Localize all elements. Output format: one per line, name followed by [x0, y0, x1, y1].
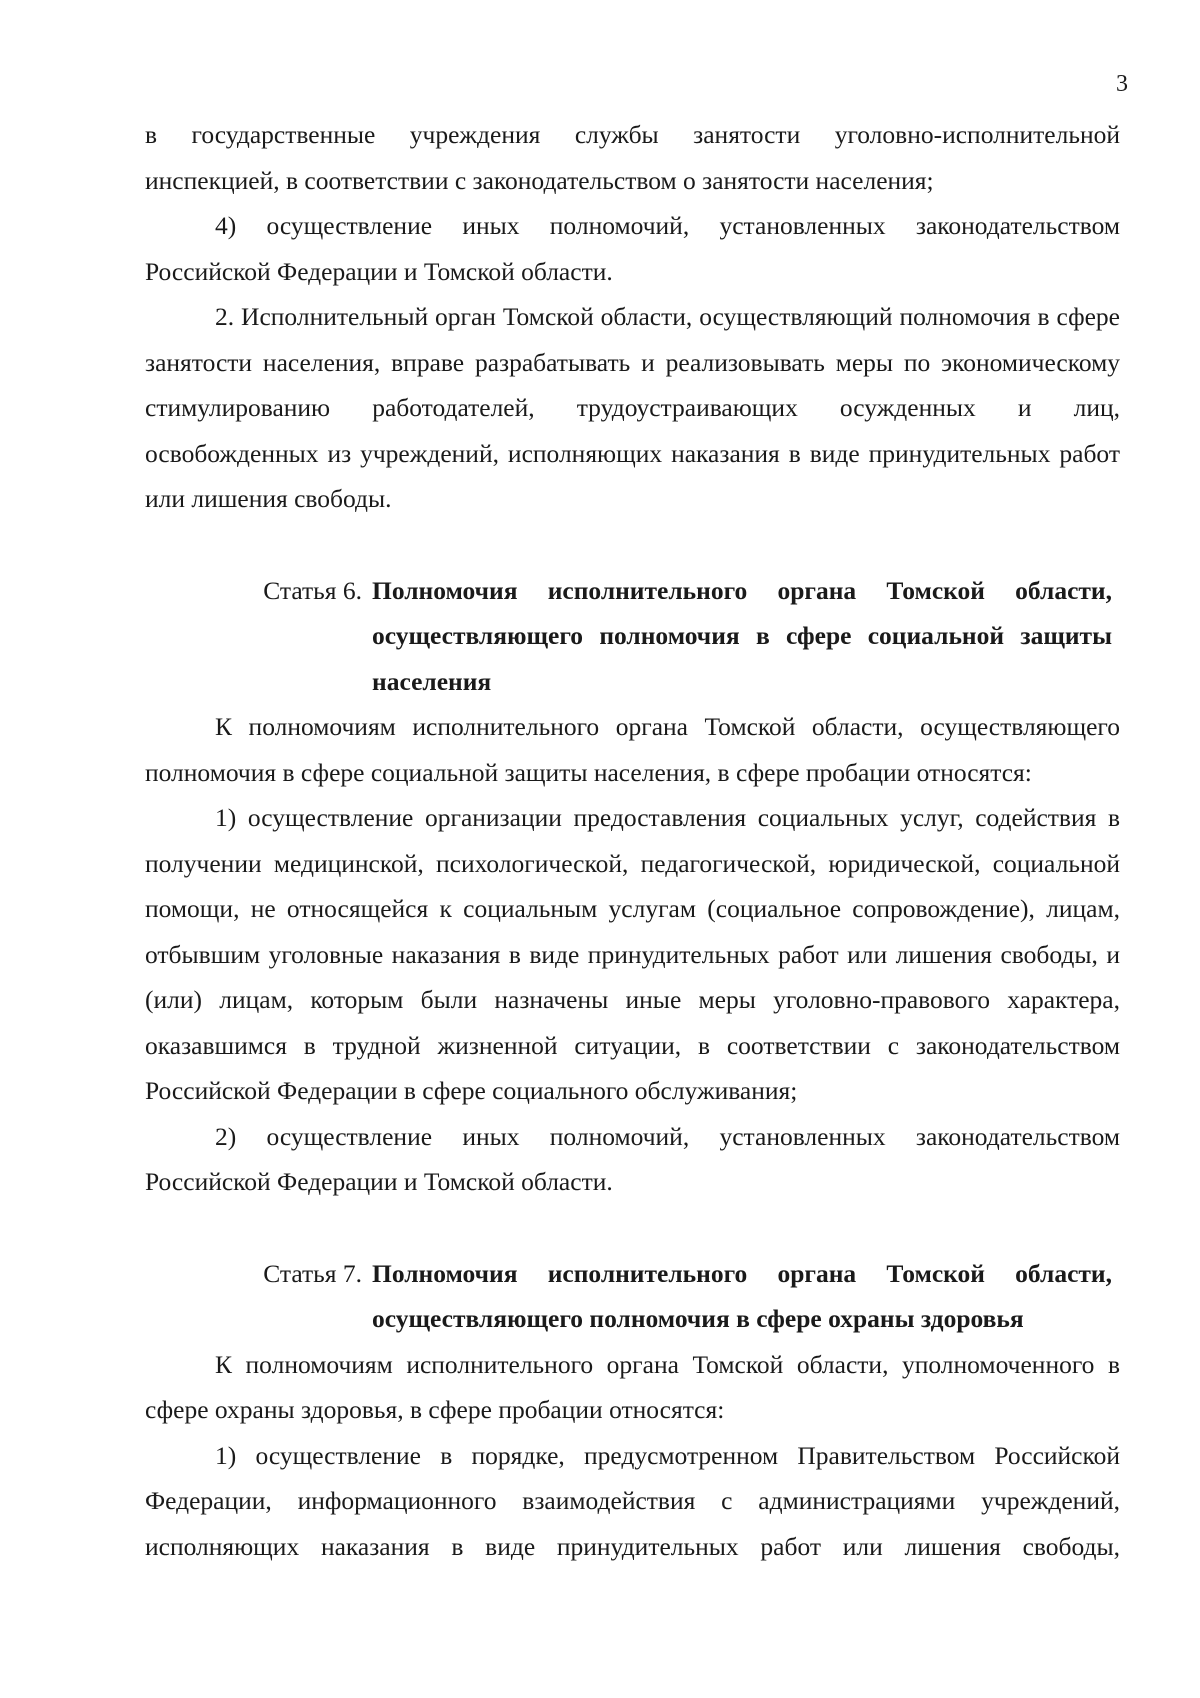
article-7-intro: К полномочиям исполнительного органа Томской области, уполномоченного в сфере охраны здоровья, в сфере пробации относятся:: [145, 1349, 1120, 1424]
article-7-item-1: 1) осуществление в порядке, предусмотренном Правительством Российской Федерации, информационного взаимодействия с администрациями учреждений, исполняющих наказания в виде принудительных работ или лишения свободы,: [145, 1440, 1120, 1561]
paragraph-item-4: 4) осуществление иных полномочий, установленных законодательством Российской Федерации и Томской области.: [145, 211, 1120, 286]
article-7-label: Статья 7.: [263, 1258, 362, 1288]
paragraph-continuation: в государственные учреждения службы занятости уголовно-исполнительной инспекцией, в соответствии с законодательством о занятости населения;: [145, 120, 1120, 195]
article-6-label: Статья 6.: [263, 575, 362, 605]
article-6-intro: К полномочиям исполнительного органа Томской области, осуществляющего полномочия в сфере социальной защиты населения, в сфере пробации относятся:: [145, 712, 1120, 787]
article-7-heading: [145, 1251, 1120, 1342]
page-number: 3: [1116, 71, 1128, 97]
article-6-item-2: 2) осуществление иных полномочий, установленных законодательством Российской Федерации и Томской области.: [145, 1121, 1120, 1196]
article-6-item-1: 1) осуществление организации предоставления социальных услуг, содействия в получении медицинской, психологической, педагогической, юридической, социальной помощи, не относящейся к социальным услугам (социальное сопровождение), лицам, отбывшим уголовные наказания в виде принудительных работ или лишения свободы, и (или) лицам, которым были назначены иные меры уголовно-правового характера, оказавшимся в трудной жизненной ситуации, в соответствии с законодательством Российской Федерации в сфере социального обслуживания;: [145, 803, 1120, 1105]
document-body: [145, 112, 1120, 1569]
article-6-title: Полномочия исполнительного органа Томской области, осуществляющего полномочия в сфере социальной защиты населения: [372, 575, 1112, 696]
article-7-title: Полномочия исполнительного органа Томской области, осуществляющего полномочия в сфере охраны здоровья: [372, 1258, 1112, 1333]
paragraph-clause-2: 2. Исполнительный орган Томской области, осуществляющий полномочия в сфере занятости населения, вправе разрабатывать и реализовывать меры по экономическому стимулированию работодателей, трудоустраивающих осужденных и лиц, освобожденных из учреждений, исполняющих наказания в виде принудительных работ или лишения свободы.: [145, 302, 1120, 513]
article-6-heading: [145, 568, 1120, 705]
